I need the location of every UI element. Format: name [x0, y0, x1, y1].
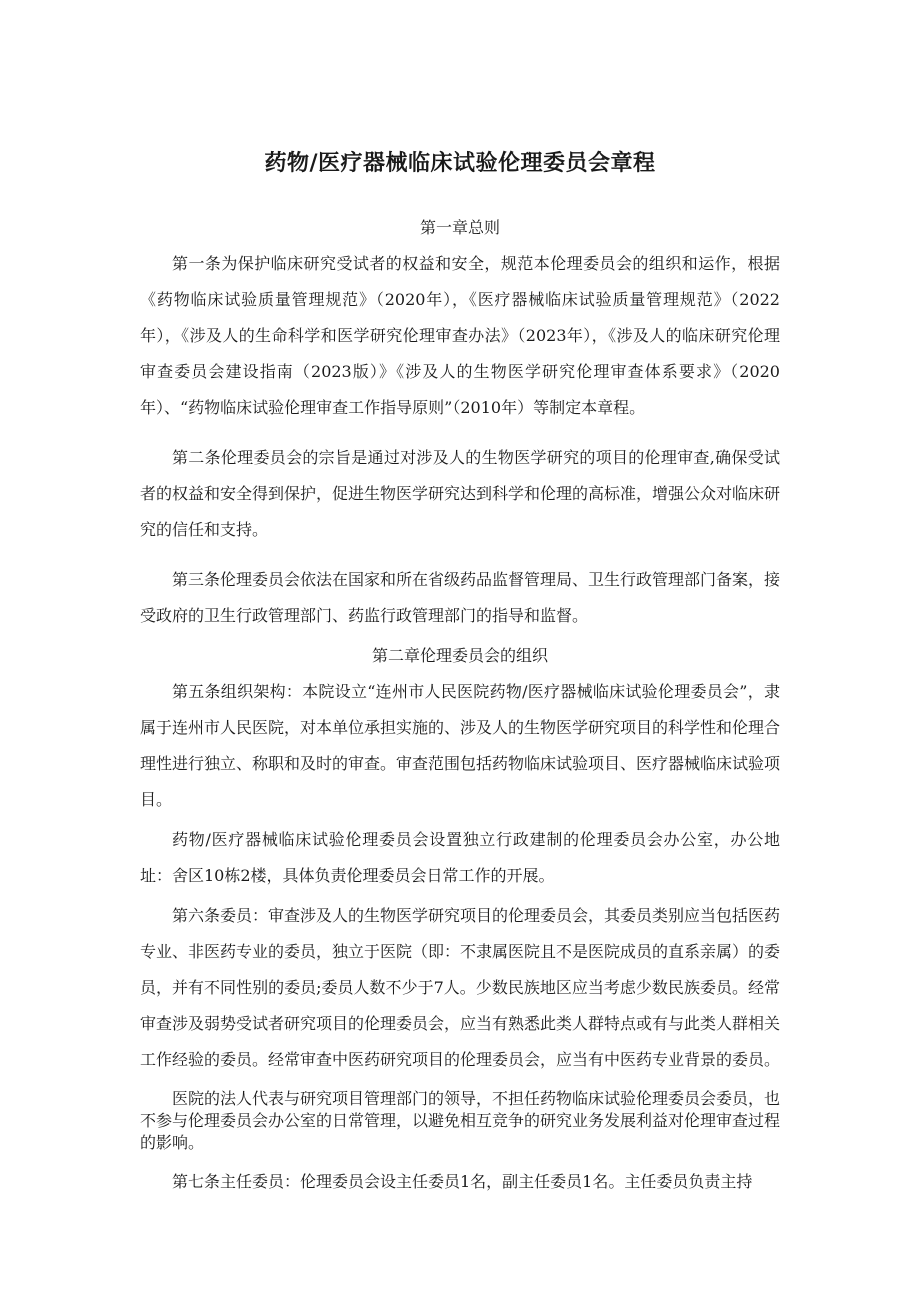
document-body — [140, 210, 780, 1200]
article-6: 第六条委员：审查涉及人的生物医学研究项目的伦理委员会，其委员类别应当包括医药专业、非医药专业的委员，独立于医院（即：不隶属医院且不是医院成员的直系亲属）的委员，并有不同性别的委员;委员人数不少于7人。少数民族地区应当考虑少数民族委员。经常审查涉及弱势受试者研究项目的伦理委员会，应当有熟悉此类人群特点或有与此类人群相关工作经验的委员。经常审查中医药研究项目的伦理委员会，应当有中医药专业背景的委员。 — [140, 906, 781, 1069]
chapter-heading-1: 第一章总则 — [419, 218, 500, 237]
chapter-heading-2: 第二章伦理委员会的组织 — [371, 646, 548, 665]
article-6-note: 医院的法人代表与研究项目管理部门的领导，不担任药物临床试验伦理委员会委员，也不参与伦理委员会办公室的日常管理，以避免相互竞争的研究业务发展利益对伦理审查过程的影响。 — [140, 1089, 781, 1152]
article-1: 第一条为保护临床研究受试者的权益和安全，规范本伦理委员会的组织和运作，根据《药物临床试验质量管理规范》（2020年），《医疗器械临床试验质量管理规范》（2022年），《涉及人的生命科学和医学研究伦理审查办法》（2023年），《涉及人的临床研究伦理审查委员会建设指南（2023版）》《涉及人的生物医学研究伦理审查体系要求》（2020年）、“药物临床试验伦理审查工作指导原则”（2010年）等制定本章程。 — [140, 254, 780, 417]
article-2: 第二条伦理委员会的宗旨是通过对涉及人的生物医学研究的项目的伦理审查,确保受试者的权益和安全得到保护，促进生物医学研究达到科学和伦理的高标准，增强公众对临床研究的信任和支持。 — [140, 448, 781, 539]
article-5: 第五条组织架构：本院设立“连州市人民医院药物/医疗器械临床试验伦理委员会”，隶属于连州市人民医院，对本单位承担实施的、涉及人的生物医学研究项目的科学性和伦理合理性进行独立、称职和及时的审查。审查范围包括药物临床试验项目、医疗器械临床试验项目。 — [140, 682, 781, 809]
article-3: 第三条伦理委员会依法在国家和所在省级药品监督管理局、卫生行政管理部门备案，接受政府的卫生行政管理部门、药监行政管理部门的指导和监督。 — [140, 570, 781, 625]
document-title: 药物/医疗器械临床试验伦理委员会章程 — [264, 151, 656, 176]
article-5-office: 药物/医疗器械临床试验伦理委员会设置独立行政建制的伦理委员会办公室，办公地址：舍区10栋2楼，具体负责伦理委员会日常工作的开展。 — [140, 830, 780, 885]
article-7: 第七条主任委员：伦理委员会设主任委员1名，副主任委员1名。主任委员负责主持 — [172, 1172, 753, 1191]
